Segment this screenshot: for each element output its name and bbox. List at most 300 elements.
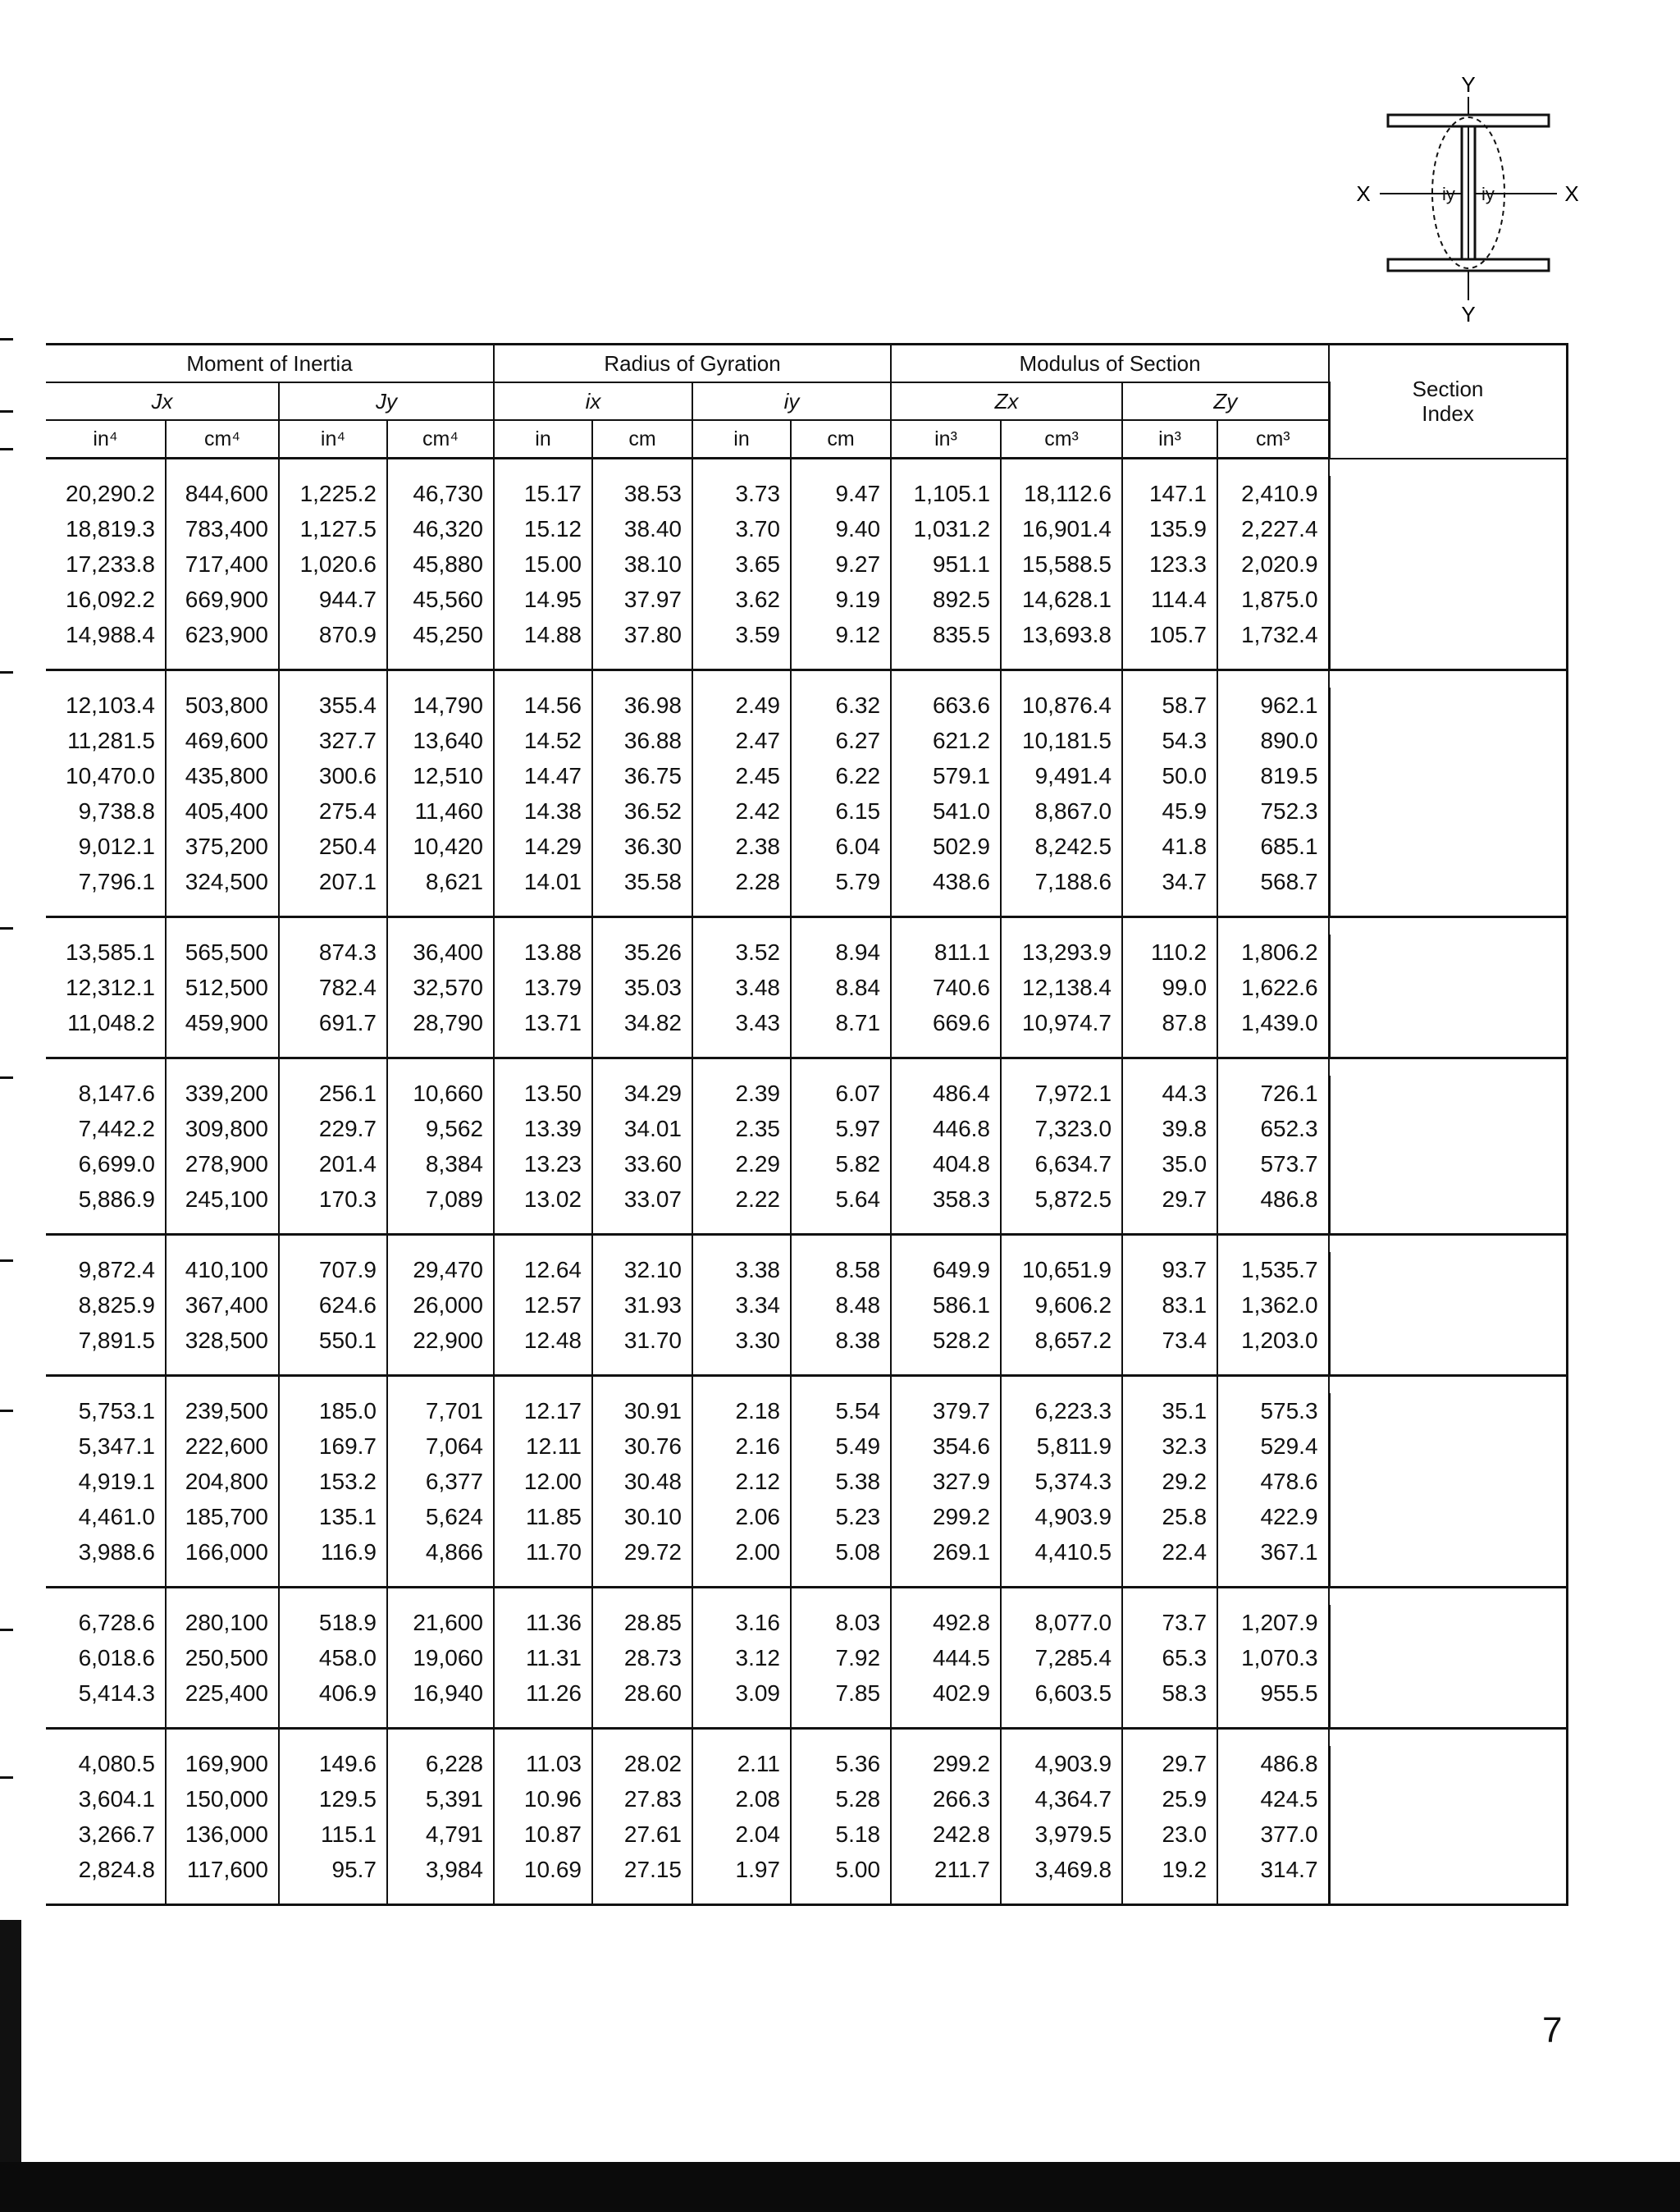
section-index-cell	[1329, 1588, 1567, 1729]
table-cell: 402.9	[891, 1675, 1001, 1711]
table-cell: 5.79	[791, 864, 891, 899]
table-cell: 518.9	[279, 1605, 387, 1640]
unit-header: in³	[1122, 420, 1217, 459]
section-properties-table	[46, 343, 1568, 1906]
table-cell: 8.38	[791, 1323, 891, 1358]
table-cell: 502.9	[891, 829, 1001, 864]
table-cell: 8,077.0	[1001, 1605, 1122, 1640]
table-cell: 2.06	[692, 1499, 791, 1534]
table-cell: 11,048.2	[67, 1010, 155, 1035]
table-cell: 309,800	[166, 1111, 279, 1146]
unit-header: in⁴	[279, 420, 387, 459]
table-cell: 12.17	[494, 1393, 592, 1428]
table-cell: 9,491.4	[1001, 758, 1122, 793]
section-index-header-line2: Index	[1422, 401, 1474, 427]
table-cell: 41.8	[1122, 829, 1217, 864]
table-cell: 34.29	[592, 1076, 692, 1111]
table-cell: 14.38	[494, 793, 592, 829]
table-cell: 7,972.1	[1001, 1076, 1122, 1111]
table-cell: 752.3	[1217, 793, 1329, 829]
table-cell: 15.17	[494, 476, 592, 511]
table-cell: 38.53	[592, 476, 692, 511]
section-index-cell	[1329, 670, 1567, 917]
table-cell: 30.76	[592, 1428, 692, 1464]
table-cell: 8.94	[791, 935, 891, 970]
table-cell: 3.09	[692, 1675, 791, 1711]
table-cell: 114.4	[1122, 582, 1217, 617]
table-cell: 45.9	[1122, 793, 1217, 829]
table-cell: 14,790	[387, 688, 494, 723]
table-cell: 245,100	[166, 1181, 279, 1217]
table-cell: 2.38	[692, 829, 791, 864]
table-cell: 5,347.1	[78, 1433, 155, 1459]
table-cell: 36,400	[387, 935, 494, 970]
table-cell: 23.0	[1122, 1817, 1217, 1852]
table-cell: 21,600	[387, 1605, 494, 1640]
table-cell: 7,285.4	[1001, 1640, 1122, 1675]
table-cell: 1,622.6	[1217, 970, 1329, 1005]
table-cell: 9.27	[791, 546, 891, 582]
table-cell: 4,461.0	[78, 1504, 155, 1529]
table-cell: 45,560	[387, 582, 494, 617]
page-number: 7	[1542, 2010, 1563, 2050]
table-cell: 18,112.6	[1001, 476, 1122, 511]
table-cell: 324,500	[166, 864, 279, 899]
table-cell: 962.1	[1217, 688, 1329, 723]
table-cell: 469,600	[166, 723, 279, 758]
table-cell: 8,384	[387, 1146, 494, 1181]
table-cell: 10,420	[387, 829, 494, 864]
table-cell: 6,699.0	[78, 1151, 155, 1177]
table-cell: 870.9	[279, 617, 387, 652]
table-cell: 1,362.0	[1217, 1287, 1329, 1323]
table-cell: 15.12	[494, 511, 592, 546]
table-cell: 652.3	[1217, 1111, 1329, 1146]
table-cell: 1.97	[692, 1852, 791, 1887]
table-cell: 20,290.2	[66, 481, 155, 506]
table-cell: 663.6	[891, 688, 1001, 723]
table-cell: 2.12	[692, 1464, 791, 1499]
table-cell: 1,031.2	[891, 511, 1001, 546]
table-cell: 811.1	[891, 935, 1001, 970]
table-cell: 1,806.2	[1217, 935, 1329, 970]
table-cell: 266.3	[891, 1781, 1001, 1817]
table-cell: 444.5	[891, 1640, 1001, 1675]
table-cell: 2.22	[692, 1181, 791, 1217]
table-cell: 486.8	[1217, 1181, 1329, 1217]
table-cell: 7,188.6	[1001, 864, 1122, 899]
table-cell: 9.47	[791, 476, 891, 511]
modulus-of-section-header: Modulus of Section	[891, 345, 1329, 383]
iy-left-label: iy	[1442, 184, 1455, 204]
table-cell: 22,900	[387, 1323, 494, 1358]
table-cell: 835.5	[891, 617, 1001, 652]
table-cell: 486.8	[1217, 1746, 1329, 1781]
unit-header: cm³	[1001, 420, 1122, 459]
table-cell: 819.5	[1217, 758, 1329, 793]
table-cell: 358.3	[891, 1181, 1001, 1217]
table-cell: 6,603.5	[1001, 1675, 1122, 1711]
table-cell: 11.31	[494, 1640, 592, 1675]
section-group	[46, 1376, 1567, 1588]
unit-header: in³	[891, 420, 1001, 459]
table-cell: 2,020.9	[1217, 546, 1329, 582]
table-cell: 242.8	[891, 1817, 1001, 1852]
table-cell: 503,800	[166, 688, 279, 723]
table-cell: 410,100	[166, 1252, 279, 1287]
table-cell: 2.45	[692, 758, 791, 793]
table-cell: 256.1	[279, 1076, 387, 1111]
table-cell: 5,872.5	[1001, 1181, 1122, 1217]
table-cell: 3.52	[692, 935, 791, 970]
table-cell: 7,442.2	[78, 1116, 155, 1141]
table-cell: 6,634.7	[1001, 1146, 1122, 1181]
table-cell: 2.47	[692, 723, 791, 758]
table-cell: 18,819.3	[66, 516, 155, 542]
table-cell: 13,293.9	[1001, 935, 1122, 970]
table-cell: 278,900	[166, 1146, 279, 1181]
table-cell: 12,510	[387, 758, 494, 793]
table-cell: 239,500	[166, 1393, 279, 1428]
table-cell: 5.64	[791, 1181, 891, 1217]
table-cell: 512,500	[166, 970, 279, 1005]
table-cell: 5,374.3	[1001, 1464, 1122, 1499]
table-cell: 5,811.9	[1001, 1428, 1122, 1464]
table-cell: 32.3	[1122, 1428, 1217, 1464]
table-cell: 73.7	[1122, 1605, 1217, 1640]
table-cell: 17,233.8	[66, 551, 155, 577]
table-cell: 33.07	[592, 1181, 692, 1217]
table-cell: 269.1	[891, 1534, 1001, 1570]
table-cell: 22.4	[1122, 1534, 1217, 1570]
table-cell: 2,410.9	[1217, 476, 1329, 511]
table-cell: 45,250	[387, 617, 494, 652]
table-cell: 354.6	[891, 1428, 1001, 1464]
table-cell: 46,730	[387, 476, 494, 511]
unit-header: cm³	[1217, 420, 1329, 459]
iy-header: iy	[692, 382, 891, 420]
table-cell: 726.1	[1217, 1076, 1329, 1111]
table-cell: 892.5	[891, 582, 1001, 617]
table-cell: 3.38	[692, 1252, 791, 1287]
table-cell: 8.03	[791, 1605, 891, 1640]
table-cell: 3.16	[692, 1605, 791, 1640]
table-cell: 11.36	[494, 1605, 592, 1640]
table-cell: 11,460	[387, 793, 494, 829]
zy-header: Zy	[1122, 382, 1329, 420]
table-cell: 10,181.5	[1001, 723, 1122, 758]
table-cell: 7,323.0	[1001, 1111, 1122, 1146]
table-cell: 27.83	[592, 1781, 692, 1817]
table-cell: 13.71	[494, 1005, 592, 1040]
table-cell: 8,621	[387, 864, 494, 899]
table-cell: 10,470.0	[66, 763, 155, 788]
table-cell: 33.60	[592, 1146, 692, 1181]
table-cell: 8,657.2	[1001, 1323, 1122, 1358]
table-cell: 170.3	[279, 1181, 387, 1217]
table-cell: 13.23	[494, 1146, 592, 1181]
table-cell: 14.47	[494, 758, 592, 793]
table-cell: 951.1	[891, 546, 1001, 582]
table-cell: 5.28	[791, 1781, 891, 1817]
unit-header: in⁴	[46, 420, 166, 459]
table-cell: 153.2	[279, 1464, 387, 1499]
table-cell: 35.1	[1122, 1393, 1217, 1428]
table-cell: 458.0	[279, 1640, 387, 1675]
table-cell: 328,500	[166, 1323, 279, 1358]
table-cell: 649.9	[891, 1252, 1001, 1287]
table-cell: 405,400	[166, 793, 279, 829]
table-cell: 30.91	[592, 1393, 692, 1428]
table-cell: 10,876.4	[1001, 688, 1122, 723]
table-cell: 35.58	[592, 864, 692, 899]
table-cell: 6.22	[791, 758, 891, 793]
table-cell: 6,018.6	[78, 1645, 155, 1670]
table-cell: 14,988.4	[66, 622, 155, 647]
table-cell: 955.5	[1217, 1675, 1329, 1711]
table-cell: 34.7	[1122, 864, 1217, 899]
table-cell: 12,103.4	[66, 692, 155, 718]
table-cell: 12.48	[494, 1323, 592, 1358]
section-group	[46, 459, 1567, 670]
table-cell: 15.00	[494, 546, 592, 582]
table-cell: 406.9	[279, 1675, 387, 1711]
table-cell: 123.3	[1122, 546, 1217, 582]
table-cell: 2.16	[692, 1428, 791, 1464]
table-cell: 4,919.1	[78, 1469, 155, 1494]
table-cell: 83.1	[1122, 1287, 1217, 1323]
table-cell: 6.27	[791, 723, 891, 758]
table-cell: 95.7	[279, 1852, 387, 1887]
table-cell: 13,585.1	[66, 939, 155, 965]
section-index-cell	[1329, 459, 1567, 670]
table-cell: 944.7	[279, 582, 387, 617]
table-cell: 35.0	[1122, 1146, 1217, 1181]
table-cell: 2.42	[692, 793, 791, 829]
table-cell: 166,000	[166, 1534, 279, 1570]
table-cell: 1,875.0	[1217, 582, 1329, 617]
table-cell: 6,377	[387, 1464, 494, 1499]
table-cell: 13.39	[494, 1111, 592, 1146]
table-cell: 16,940	[387, 1675, 494, 1711]
table-cell: 355.4	[279, 688, 387, 723]
table-cell: 1,020.6	[279, 546, 387, 582]
table-cell: 6.04	[791, 829, 891, 864]
table-cell: 5.97	[791, 1111, 891, 1146]
table-cell: 87.8	[1122, 1005, 1217, 1040]
table-cell: 65.3	[1122, 1640, 1217, 1675]
table-cell: 28.73	[592, 1640, 692, 1675]
scan-bottom-edge	[0, 2162, 1680, 2212]
table-cell: 99.0	[1122, 970, 1217, 1005]
table-cell: 27.15	[592, 1852, 692, 1887]
section-index-cell	[1329, 1235, 1567, 1376]
table-cell: 5.38	[791, 1464, 891, 1499]
table-cell: 4,410.5	[1001, 1534, 1122, 1570]
table-cell: 3,266.7	[78, 1821, 155, 1847]
table-cell: 3,984	[387, 1852, 494, 1887]
table-cell: 13.88	[494, 935, 592, 970]
moment-of-inertia-header: Moment of Inertia	[46, 345, 494, 383]
table-cell: 5.54	[791, 1393, 891, 1428]
table-cell: 58.3	[1122, 1675, 1217, 1711]
table-cell: 5,624	[387, 1499, 494, 1534]
table-cell: 14.88	[494, 617, 592, 652]
table-cell: 3,988.6	[78, 1539, 155, 1565]
table-cell: 169.7	[279, 1428, 387, 1464]
binding-spine-edge	[0, 1920, 21, 2166]
table-cell: 9,606.2	[1001, 1287, 1122, 1323]
table-cell: 7,701	[387, 1393, 494, 1428]
table-cell: 3,604.1	[78, 1786, 155, 1812]
table-cell: 8,867.0	[1001, 793, 1122, 829]
table-cell: 438.6	[891, 864, 1001, 899]
table-cell: 10.96	[494, 1781, 592, 1817]
table-cell: 9.12	[791, 617, 891, 652]
unit-header: cm⁴	[166, 420, 279, 459]
table-cell: 11.70	[494, 1534, 592, 1570]
table-cell: 5.08	[791, 1534, 891, 1570]
table-cell: 136,000	[166, 1817, 279, 1852]
table-cell: 13.02	[494, 1181, 592, 1217]
table-cell: 46,320	[387, 511, 494, 546]
table-cell: 110.2	[1122, 935, 1217, 970]
unit-header: in	[494, 420, 592, 459]
table-cell: 782.4	[279, 970, 387, 1005]
x-axis-right-label: X	[1564, 181, 1579, 206]
table-cell: 2,824.8	[78, 1857, 155, 1882]
table-cell: 12.00	[494, 1464, 592, 1499]
table-cell: 8.71	[791, 1005, 891, 1040]
table-cell: 459,900	[166, 1005, 279, 1040]
table-cell: 14.56	[494, 688, 592, 723]
table-cell: 5,753.1	[78, 1398, 155, 1424]
section-index-header	[1329, 345, 1567, 459]
table-cell: 54.3	[1122, 723, 1217, 758]
table-cell: 185,700	[166, 1499, 279, 1534]
table-cell: 783,400	[166, 511, 279, 546]
table-cell: 73.4	[1122, 1323, 1217, 1358]
table-cell: 38.40	[592, 511, 692, 546]
table-cell: 12.57	[494, 1287, 592, 1323]
table-cell: 36.98	[592, 688, 692, 723]
table-cell: 2,227.4	[1217, 511, 1329, 546]
table-cell: 5.23	[791, 1499, 891, 1534]
table-cell: 874.3	[279, 935, 387, 970]
table-cell: 2.35	[692, 1111, 791, 1146]
table-cell: 5,414.3	[78, 1680, 155, 1706]
table-cell: 1,105.1	[891, 476, 1001, 511]
table-cell: 14.52	[494, 723, 592, 758]
table-cell: 2.00	[692, 1534, 791, 1570]
table-cell: 669,900	[166, 582, 279, 617]
table-cell: 339,200	[166, 1076, 279, 1111]
table-cell: 185.0	[279, 1393, 387, 1428]
table-cell: 327.9	[891, 1464, 1001, 1499]
table-cell: 1,225.2	[279, 476, 387, 511]
table-cell: 19,060	[387, 1640, 494, 1675]
table-cell: 446.8	[891, 1111, 1001, 1146]
table-cell: 13,640	[387, 723, 494, 758]
table-cell: 5,391	[387, 1781, 494, 1817]
table-cell: 229.7	[279, 1111, 387, 1146]
table-cell: 32,570	[387, 970, 494, 1005]
table-cell: 44.3	[1122, 1076, 1217, 1111]
table-cell: 5.18	[791, 1817, 891, 1852]
table-cell: 14.01	[494, 864, 592, 899]
table-cell: 129.5	[279, 1781, 387, 1817]
table-cell: 13.79	[494, 970, 592, 1005]
table-cell: 4,866	[387, 1534, 494, 1570]
table-cell: 379.7	[891, 1393, 1001, 1428]
table-cell: 8.84	[791, 970, 891, 1005]
table-cell: 573.7	[1217, 1146, 1329, 1181]
table-cell: 3.65	[692, 546, 791, 582]
table-cell: 5.36	[791, 1746, 891, 1781]
section-group	[46, 1235, 1567, 1376]
table-cell: 10.69	[494, 1852, 592, 1887]
table-cell: 2.18	[692, 1393, 791, 1428]
section-index-cell	[1329, 1376, 1567, 1588]
table-cell: 8,242.5	[1001, 829, 1122, 864]
table-cell: 117,600	[166, 1852, 279, 1887]
table-cell: 16,901.4	[1001, 511, 1122, 546]
table-cell: 844,600	[166, 476, 279, 511]
section-group	[46, 1588, 1567, 1729]
table-cell: 3.59	[692, 617, 791, 652]
table-cell: 6.32	[791, 688, 891, 723]
table-cell: 150,000	[166, 1781, 279, 1817]
table-cell: 1,203.0	[1217, 1323, 1329, 1358]
table-cell: 1,439.0	[1217, 1005, 1329, 1040]
section-group	[46, 917, 1567, 1058]
table-cell: 2.08	[692, 1781, 791, 1817]
table-cell: 25.9	[1122, 1781, 1217, 1817]
table-cell: 669.6	[891, 1005, 1001, 1040]
table-cell: 204,800	[166, 1464, 279, 1499]
table-cell: 4,080.5	[78, 1751, 155, 1776]
x-axis-left-label: X	[1356, 181, 1371, 206]
table-cell: 2.28	[692, 864, 791, 899]
jx-header: Jx	[46, 382, 279, 420]
table-cell: 435,800	[166, 758, 279, 793]
table-cell: 740.6	[891, 970, 1001, 1005]
table-cell: 14,628.1	[1001, 582, 1122, 617]
table-cell: 36.30	[592, 829, 692, 864]
table-header	[46, 345, 1567, 459]
table-cell: 37.97	[592, 582, 692, 617]
table-cell: 13,693.8	[1001, 617, 1122, 652]
table-cell: 9,562	[387, 1111, 494, 1146]
table-cell: 12,138.4	[1001, 970, 1122, 1005]
table-cell: 3.30	[692, 1323, 791, 1358]
table-cell: 377.0	[1217, 1817, 1329, 1852]
table-cell: 8,825.9	[78, 1292, 155, 1318]
table-cell: 707.9	[279, 1252, 387, 1287]
table-cell: 685.1	[1217, 829, 1329, 864]
table-cell: 621.2	[891, 723, 1001, 758]
table-cell: 6,223.3	[1001, 1393, 1122, 1428]
section-index-cell	[1329, 1729, 1567, 1905]
table-cell: 7.92	[791, 1640, 891, 1675]
table-cell: 9.19	[791, 582, 891, 617]
table-cell: 13.50	[494, 1076, 592, 1111]
table-cell: 11.03	[494, 1746, 592, 1781]
table-cell: 30.48	[592, 1464, 692, 1499]
y-axis-top-label: Y	[1461, 72, 1476, 97]
table-cell: 9,738.8	[78, 798, 155, 824]
table-cell: 375,200	[166, 829, 279, 864]
